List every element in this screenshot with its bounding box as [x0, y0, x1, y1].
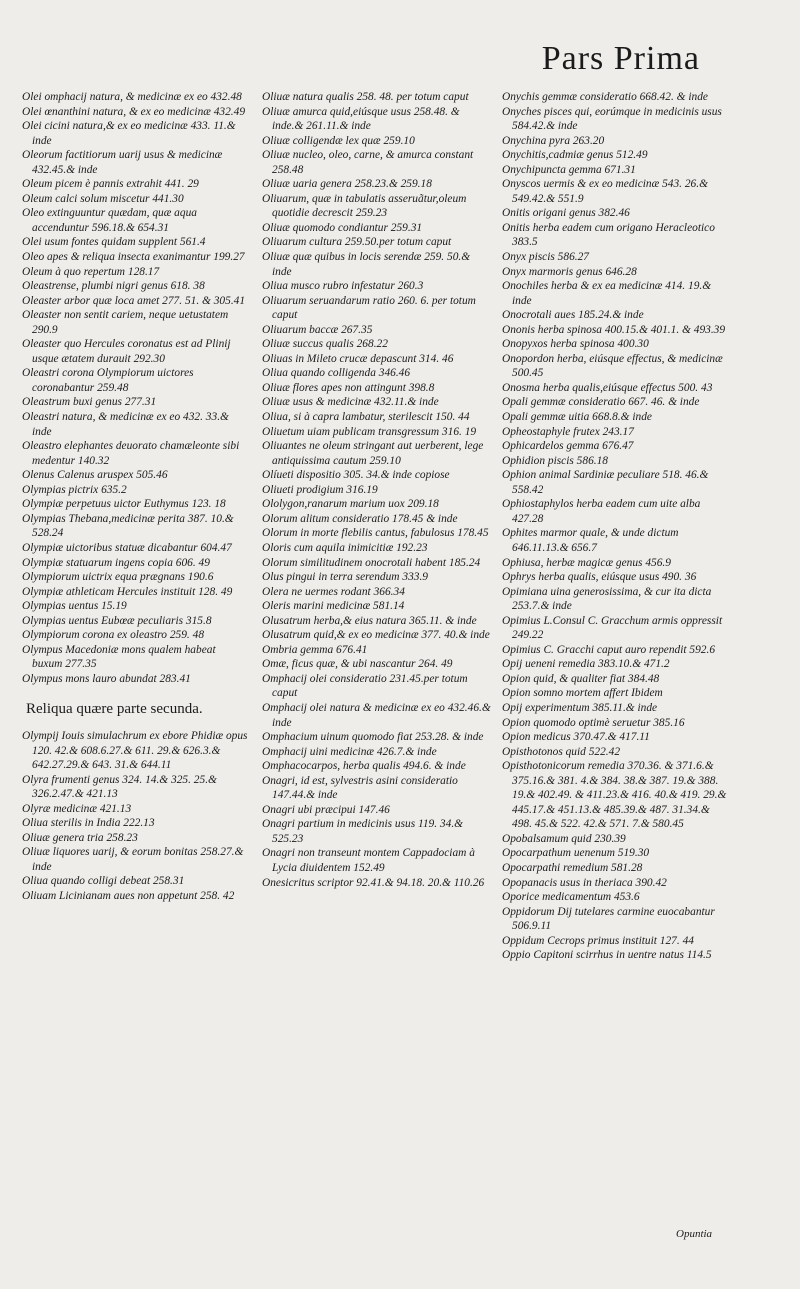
index-entry: Opij ueneni remedia 383.10.& 471.2: [502, 658, 670, 671]
index-entry: Opion somno mortem affert Ibidem: [502, 687, 663, 700]
index-entry: Ololygon,ranarum marium uox 209.18: [262, 498, 439, 511]
index-entry: Olei cicini natura,& ex eo medicinæ 433. 11.& inde: [22, 120, 236, 147]
index-entry: Oliuetum uiam publicam transgressum 316. 19: [262, 425, 477, 438]
index-entry: Onitis origani genus 382.46: [502, 207, 630, 220]
index-entry: Omphacij olei natura & medicinæ ex eo 432.46.& inde: [262, 701, 491, 729]
index-entry: Oleaster quo Hercules coronatus est ad Plinij usque ætatem durauit 292.30: [22, 338, 231, 365]
index-entry: Oliua quando colligi debeat 258.31: [22, 875, 185, 888]
index-entry: Ophiusa, herbæ magicæ genus 456.9: [502, 556, 671, 569]
index-entry: Olympiæ athleticam Hercules instituit 128. 49: [22, 585, 233, 598]
index-entry: Ophion animal Sardiniæ peculiare 518. 46.& 558.42: [502, 469, 709, 496]
index-entry: Omphacium uinum quomodo fiat 253.28. & inde: [262, 731, 484, 744]
index-entry: Oliuæ uaria genera 258.23.& 259.18: [262, 178, 432, 191]
index-entry: Oleastri natura, & medicinæ ex eo 432. 33.& inde: [22, 411, 229, 438]
index-entry: Olympiorum uictrix equa prægnans 190.6: [22, 571, 214, 584]
index-entry: Oliuæ usus & medicinæ 432.11.& inde: [262, 396, 439, 409]
index-entry: Ophrys herba qualis, eiúsque usus 490. 36: [502, 571, 697, 584]
index-entry: Oleum à quo repertum 128.17: [22, 265, 160, 278]
index-entry: Olorum alitum consideratio 178.45 & inde: [262, 512, 458, 525]
index-entry: Oleastrense, plumbi nigri genus 618. 38: [22, 280, 205, 293]
index-entry: Opali gemmæ consideratio 667. 46. & inde: [502, 396, 700, 409]
index-entry: Olorum in morte flebilis cantus, fabulosus 178.45: [262, 527, 489, 540]
index-column-1: [22, 90, 248, 904]
index-entry: Oliua quando colligenda 346.46: [262, 367, 411, 380]
index-entry: Oliuas in Mileto crucæ depascunt 314. 46: [262, 352, 454, 365]
index-entry: Ophicardelos gemma 676.47: [502, 440, 634, 453]
index-entry: Onychina pyra 263.20: [502, 134, 605, 147]
index-list-1b: [22, 729, 248, 904]
index-entry: Oleorum factitiorum uarij usus & medicinæ 432.45.& inde: [22, 149, 223, 176]
index-entry: Oliuæ natura qualis 258. 48. per totum caput: [262, 91, 469, 103]
index-entry: Onesicritus scriptor 92.41.& 94.18. 20.& 110.26: [262, 876, 485, 889]
index-entry: Olympias pictrix 635.2: [22, 483, 127, 496]
index-entry: Oliuæ amurca quid,eiúsque usus 258.48. & inde.& 261.11.& inde: [262, 105, 460, 133]
index-entry: Ophites marmor quale, & unde dictum 646.11.13.& 656.7: [502, 527, 679, 554]
index-entry: Opimius L.Consul C. Gracchum armis oppressit 249.22: [502, 614, 723, 642]
index-entry: Oliua musco rubro infestatur 260.3: [262, 280, 424, 293]
index-entry: Olenus Calenus aruspex 505.46: [22, 469, 168, 482]
index-entry: Onagri non transeunt montem Cappadociam à Lycia diuidentem 152.49: [262, 847, 475, 874]
index-entry: Opisthotonicorum remedia 370.36. & 371.6.& 375.16.& 381. 4.& 384. 38.& 387. 19.& 388. 19.& 402.49. & 411.23.& 416. 40.& 419. 29.& 445.17.& 451.13.& 485.39.& 487. 31.34.& 498. 45.& 522. 42.& 571. 7.& 580.45: [502, 760, 727, 831]
index-entry: Onyx piscis 586.27: [502, 251, 589, 264]
index-entry: Onyscos uermis & ex eo medicinæ 543. 26.& 549.42.& 551.9: [502, 178, 708, 205]
index-entry: Oliua, si à capra lambatur, sterilescit 150. 44: [262, 411, 470, 424]
index-entry: Oleum calci solum miscetur 441.30: [22, 192, 184, 205]
index-entry: Oleastrum buxi genus 277.31: [22, 396, 157, 409]
index-entry: Olympias uentus Eubœæ peculiaris 315.8: [22, 614, 212, 627]
index-entry: Oliuam Licinianam aues non appetunt 258. 42: [22, 889, 235, 902]
index-entry: Ophidion piscis 586.18: [502, 454, 608, 467]
index-entry: Opion medicus 370.47.& 417.11: [502, 731, 650, 744]
index-list-2: [262, 90, 492, 890]
index-entry: Opocarpathum uenenum 519.30: [502, 847, 650, 860]
index-entry: Olíueti dispositio 305. 34.& inde copiose: [262, 469, 450, 482]
index-entry: Opion quid, & qualiter fiat 384.48: [502, 672, 660, 685]
index-entry: Onychipuncta gemma 671.31: [502, 163, 636, 176]
index-entry: Onopyxos herba spinosa 400.30: [502, 338, 649, 351]
index-entry: Omæ, ficus quæ, & ubi nascantur 264. 49: [262, 658, 453, 671]
index-entry: Oliuæ genera tria 258.23: [22, 831, 138, 844]
index-entry: Oliuæ liquores uarij, & eorum bonitas 258.27.& inde: [22, 846, 244, 873]
index-entry: Onagri ubi præcipui 147.46: [262, 803, 390, 816]
index-entry: Onagri, id est, sylvestris asini consideratio 147.44.& inde: [262, 774, 458, 802]
index-entry: Oliuarum baccæ 267.35: [262, 323, 373, 336]
index-entry: Onychitis,cadmiæ genus 512.49: [502, 149, 648, 162]
index-entry: Opopanacis usus in theriaca 390.42: [502, 876, 667, 889]
index-entry: Olei omphacij natura, & medicinæ ex eo 432.48: [22, 91, 242, 103]
index-entry: Olympus Macedoniæ mons qualem habeat buxum 277.35: [22, 643, 216, 671]
index-entry: Oliuæ succus qualis 268.22: [262, 338, 388, 351]
index-entry: Onyx marmoris genus 646.28: [502, 265, 637, 278]
index-entry: Onopordon herba, eiúsque effectus, & medicinæ 500.45: [502, 352, 723, 380]
section-note: Reliqua quære parte secunda.: [26, 701, 203, 718]
index-entry: Oliuarum cultura 259.50.per totum caput: [262, 236, 452, 249]
index-entry: Omphacij uini medicinæ 426.7.& inde: [262, 745, 437, 758]
index-entry: Oleastro elephantes deuorato chamæleonte sibi medentur 140.32: [22, 440, 240, 467]
index-entry: Oleaster non sentit cariem, neque uetustatem 290.9: [22, 309, 229, 336]
index-column-3: [502, 90, 728, 963]
index-entry: Opisthotonos quid 522.42: [502, 745, 621, 758]
index-entry: Oliuæ quomodo condiantur 259.31: [262, 221, 423, 234]
index-entry: Oleum picem è pannis extrahit 441. 29: [22, 178, 199, 191]
index-list-1: [22, 90, 248, 686]
index-entry: Oleastri corona Olympiorum uictores coronabantur 259.48: [22, 367, 194, 394]
index-entry: Olympiæ uictoribus statuæ dicabantur 604.47: [22, 541, 232, 554]
catchword: Opuntia: [676, 1228, 713, 1240]
index-entry: Oliuantes ne oleum stringant aut uerberent, lege antiquissima cautum 259.10: [262, 440, 484, 467]
index-entry: Oleaster arbor quæ loca amet 277. 51. & 305.41: [22, 294, 246, 307]
index-entry: Ombria gemma 676.41: [262, 643, 368, 656]
page-title: Pars Prima: [541, 40, 700, 77]
index-entry: Olympias uentus 15.19: [22, 600, 127, 613]
index-entry: Oliuarum seruandarum ratio 260. 6. per totum caput: [262, 294, 476, 322]
index-entry: Olei usum fontes quidam supplent 561.4: [22, 236, 206, 249]
index-entry: Onagri partium in medicinis usus 119. 34.& 525.23: [262, 818, 464, 845]
index-entry: Opij experimentum 385.11.& inde: [502, 701, 658, 714]
index-entry: Ononis herba spinosa 400.15.& 401.1. & 493.39: [502, 323, 726, 336]
index-entry: Olyra frumenti genus 324. 14.& 325. 25.& 326.2.47.& 421.13: [22, 773, 217, 801]
index-entry: Oliuæ colligendæ lex quæ 259.10: [262, 134, 415, 147]
index-entry: Opheostaphyle frutex 243.17: [502, 425, 634, 438]
index-entry: Olympiæ perpetuus uictor Euthymus 123. 18: [22, 498, 226, 511]
index-entry: Opimius C. Gracchi caput auro rependit 592.6: [502, 643, 716, 656]
index-list-3: [502, 90, 728, 963]
index-entry: Olusatrum herba,& eius natura 365.11. & inde: [262, 614, 477, 627]
index-entry: Olorum similitudinem onocrotali habent 185.24: [262, 556, 481, 569]
index-entry: Oppio Capitoni scirrhus in uentre natus 114.5: [502, 949, 712, 962]
index-column-2: [262, 90, 492, 890]
index-entry: Onochiles herba & ex ea medicinæ 414. 19.& inde: [502, 280, 712, 307]
index-entry: Onosma herba qualis,eiúsque effectus 500. 43: [502, 381, 713, 394]
index-entry: Opimiana uina generosissima, & cur ita dicta 253.7.& inde: [502, 585, 712, 613]
index-entry: Oleo apes & reliqua insecta exanimantur 199.27: [22, 251, 245, 264]
index-entry: Omphacocarpos, herba qualis 494.6. & inde: [262, 760, 466, 773]
index-entry: Oliuæ nucleo, oleo, carne, & amurca constant 258.48: [262, 149, 474, 176]
index-entry: Olei œnanthini natura, & ex eo medicinæ 432.49: [22, 105, 246, 118]
index-entry: Olympiorum corona ex oleastro 259. 48: [22, 629, 205, 642]
index-entry: Onocrotali aues 185.24.& inde: [502, 309, 644, 322]
index-entry: Onyches pisces qui, eorúmque in medicinis usus 584.42.& inde: [502, 105, 722, 133]
index-entry: Onychis gemmæ consideratio 668.42. & inde: [502, 91, 708, 103]
index-entry: Onitis herba eadem cum origano Heracleotico 383.5: [502, 221, 715, 249]
index-entry: Olympij Iouis simulachrum ex ebore Phidiæ opus 120. 42.& 608.6.27.& 611. 29.& 626.3.& 642.27.29.& 643. 31.& 644.11: [22, 729, 248, 772]
index-entry: Olyræ medicinæ 421.13: [22, 802, 132, 815]
index-entry: Ophiostaphylos herba eadem cum uite alba 427.28: [502, 498, 701, 525]
index-entry: Opocarpathi remedium 581.28: [502, 861, 643, 874]
index-entry: Oliuarum, quæ in tabulatis asseruãtur,oleum quotidie decrescit 259.23: [262, 192, 467, 220]
index-entry: Oliuæ flores apes non attingunt 398.8: [262, 381, 435, 394]
index-entry: Opali gemmæ uitia 668.8.& inde: [502, 411, 652, 424]
index-entry: Oliueti prodigium 316.19: [262, 483, 378, 496]
index-entry: Oporice medicamentum 453.6: [502, 891, 640, 904]
index-entry: Oleo extinguuntur quædam, quæ aqua accenduntur 596.18.& 654.31: [22, 207, 197, 234]
index-entry: Oleris marini medicinæ 581.14: [262, 600, 405, 613]
index-entry: Oliuæ quæ quibus in locis serendæ 259. 50.& inde: [262, 251, 471, 278]
index-entry: Olus pingui in terra serendum 333.9: [262, 571, 429, 584]
index-entry: Oppidum Cecrops primus instituit 127. 44: [502, 934, 694, 947]
index-entry: Oppidorum Dij tutelares carmine euocabantur 506.9.11: [502, 905, 715, 933]
index-entry: Olympiæ statuarum ingens copia 606. 49: [22, 556, 210, 569]
index-entry: Olympias Thebana,medicinæ perita 387. 10.& 528.24: [22, 512, 234, 540]
index-entry: Olympus mons lauro abundat 283.41: [22, 672, 191, 685]
index-entry: Olusatrum quid,& ex eo medicinæ 377. 40.& inde: [262, 629, 490, 642]
index-entry: Olera ne uermes rodant 366.34: [262, 585, 405, 598]
index-entry: Oloris cum aquila inimicitiæ 192.23: [262, 541, 428, 554]
index-entry: Omphacij olei consideratio 231.45.per totum caput: [262, 672, 468, 700]
index-entry: Opion quomodo optimè seruetur 385.16: [502, 716, 685, 729]
index-entry: Opobalsamum quid 230.39: [502, 832, 626, 845]
index-entry: Oliua sterilis in India 222.13: [22, 817, 155, 830]
